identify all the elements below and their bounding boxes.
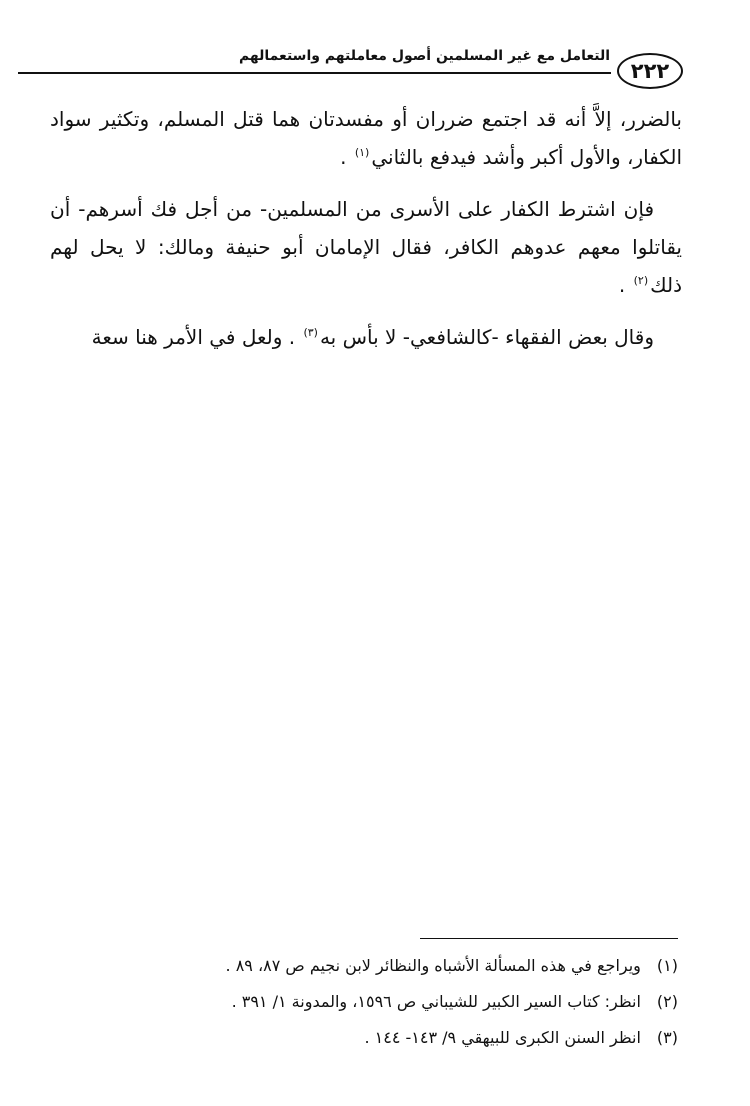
footnote-3-text: انظر السنن الكبرى للبيهقي ٩/ ١٤٣- ١٤٤ . [364, 1028, 641, 1047]
footnote-1 [60, 948, 678, 984]
paragraph-2-end: . [618, 273, 626, 297]
paragraph-1-end: . [340, 145, 347, 169]
footnotes [60, 948, 678, 1056]
footnote-1-text: ويراجع في هذه المسألة الأشباه والنظائر لابن نجيم ص ٨٧، ٨٩ . [225, 956, 641, 975]
paragraph-2 [50, 190, 682, 304]
footnote-2-text: انظر: كتاب السير الكبير للشيباني ص ١٥٩٦، والمدونة ١/ ٣٩١ . [231, 992, 641, 1011]
footnote-2-number: (٢) [656, 992, 678, 1011]
paragraph-1 [50, 100, 682, 176]
paragraph-3-text-a: وقال بعض الفقهاء -كالشافعي- لا بأس به [319, 325, 654, 349]
paragraph-3-text-b: . ولعل في الأمر هنا سعة [91, 325, 296, 349]
running-header-title: التعامل مع غير المسلمين أصول معاملتهم واستعمالهم [238, 48, 610, 64]
page-number: ٢٢٢ [630, 59, 670, 83]
footnote-ref-1: (١) [354, 146, 370, 160]
paragraph-2-text: فإن اشترط الكفار على الأسرى من المسلمين- من أجل فك أسرهم- أن يقاتلوا معهم عدوهم الكافر، فقال الإمامان أبو حنيفة ومالك: لا يحل لهم ذلك [50, 197, 682, 297]
footnote-1-number: (١) [656, 956, 678, 975]
running-header [18, 38, 723, 88]
footnote-ref-3: (٣) [303, 326, 318, 340]
footnote-3-number: (٣) [656, 1028, 678, 1047]
footnote-2 [60, 984, 678, 1020]
main-text [50, 100, 682, 370]
footnote-3 [60, 1020, 678, 1056]
paragraph-1-text: بالضرر، إلاَّ أنه قد اجتمع ضرران أو مفسدتان هما قتل المسلم، وتكثير سواد الكفار، والأول أكبر وأشد فيدفع بالثاني [50, 107, 682, 169]
footnote-separator [420, 938, 678, 939]
page-number-badge [617, 53, 683, 89]
header-rule [18, 72, 611, 74]
paragraph-3 [50, 318, 682, 356]
footnote-ref-2: (٢) [633, 274, 649, 288]
